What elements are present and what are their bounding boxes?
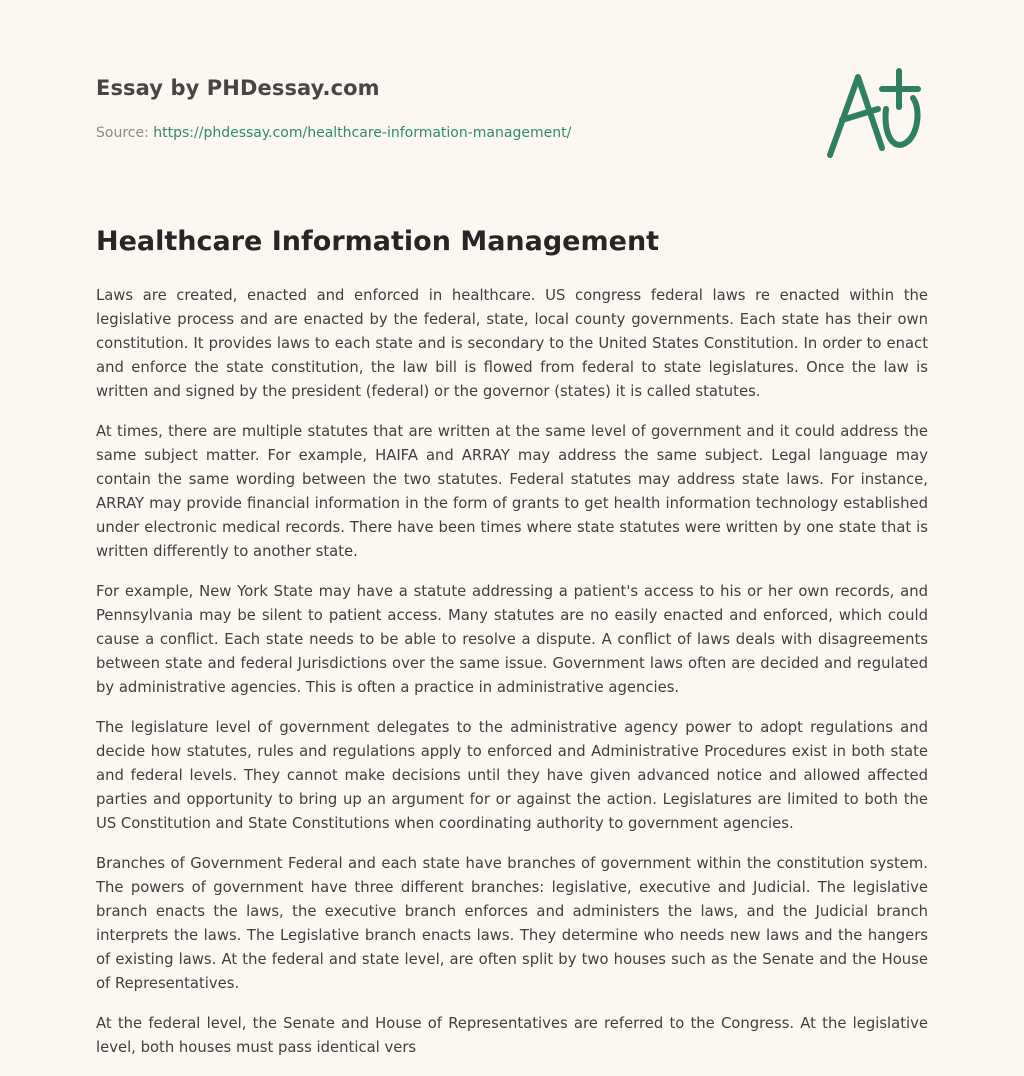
essay-paragraph-5: Branches of Government Federal and each state have branches of government within the constitution system. The powers of government have three different branches: legislative, executive and Judicial. The legislative branch enacts the laws, the executive branch enforces and administers the laws, and the Judicial branch interprets the laws. The Legislative branch enacts laws. They determine who needs new laws and the hangers of existing laws. At the federal and state level, are often split by two houses such as the Senate and the House of Representatives. (96, 855, 928, 992)
source-line (96, 125, 571, 141)
page-header (96, 76, 928, 166)
essay-title: Healthcare Information Management (96, 226, 660, 257)
essay-paragraph-6: At the federal level, the Senate and House of Representatives are referred to the Congress. At the legislative level, both houses must pass identical vers (96, 1015, 928, 1056)
a-plus-logo-icon (822, 66, 926, 162)
essay-paragraph-4: The legislature level of government delegates to the administrative agency power to adopt regulations and decide how statutes, rules and regulations apply to enforced and Administrative Procedures exist in both state and federal levels. They cannot make decisions until they have given advanced notice and allowed affected parties and opportunity to bring up an argument for or against the action. Legislatures are limited to both the US Constitution and State Constitutions when coordinating authority to government agencies. (96, 719, 928, 832)
a-plus-logo (822, 66, 926, 162)
essay-content (96, 284, 928, 1076)
essay-paragraph-1: Laws are created, enacted and enforced in healthcare. US congress federal laws re enacted within the legislative process and are enacted by the federal, state, local county governments. Each state has their own constitution. It provides laws to each state and is secondary to the United States Constitution. In order to enact and enforce the state constitution, the law bill is flowed from federal to state legislatures. Once the law is written and signed by the president (federal) or the governor (states) it is called statutes. (96, 287, 928, 400)
source-link[interactable]: https://phdessay.com/healthcare-information-management/ (153, 125, 572, 141)
brand-title: Essay by PHDessay.com (96, 76, 380, 100)
essay-paragraph-2: At times, there are multiple statutes that are written at the same level of government and it could address the same subject matter. For example, HAIFA and ARRAY may address the same subject. Legal language may contain the same wording between the two statutes. Federal statutes may address state laws. For instance, ARRAY may provide financial information in the form of grants to get health information technology established under electronic medical records. There have been times where state statutes were written by one state that is written differently to another state. (96, 423, 928, 560)
source-label: Source: (96, 125, 154, 141)
essay-paragraph-3: For example, New York State may have a statute addressing a patient's access to his or her own records, and Pennsylvania may be silent to patient access. Many statutes are no easily enacted and enforced, which could cause a conflict. Each state needs to be able to resolve a dispute. A conflict of laws deals with disagreements between state and federal Jurisdictions over the same issue. Government laws often are decided and regulated by administrative agencies. This is often a practice in administrative agencies. (96, 583, 928, 696)
